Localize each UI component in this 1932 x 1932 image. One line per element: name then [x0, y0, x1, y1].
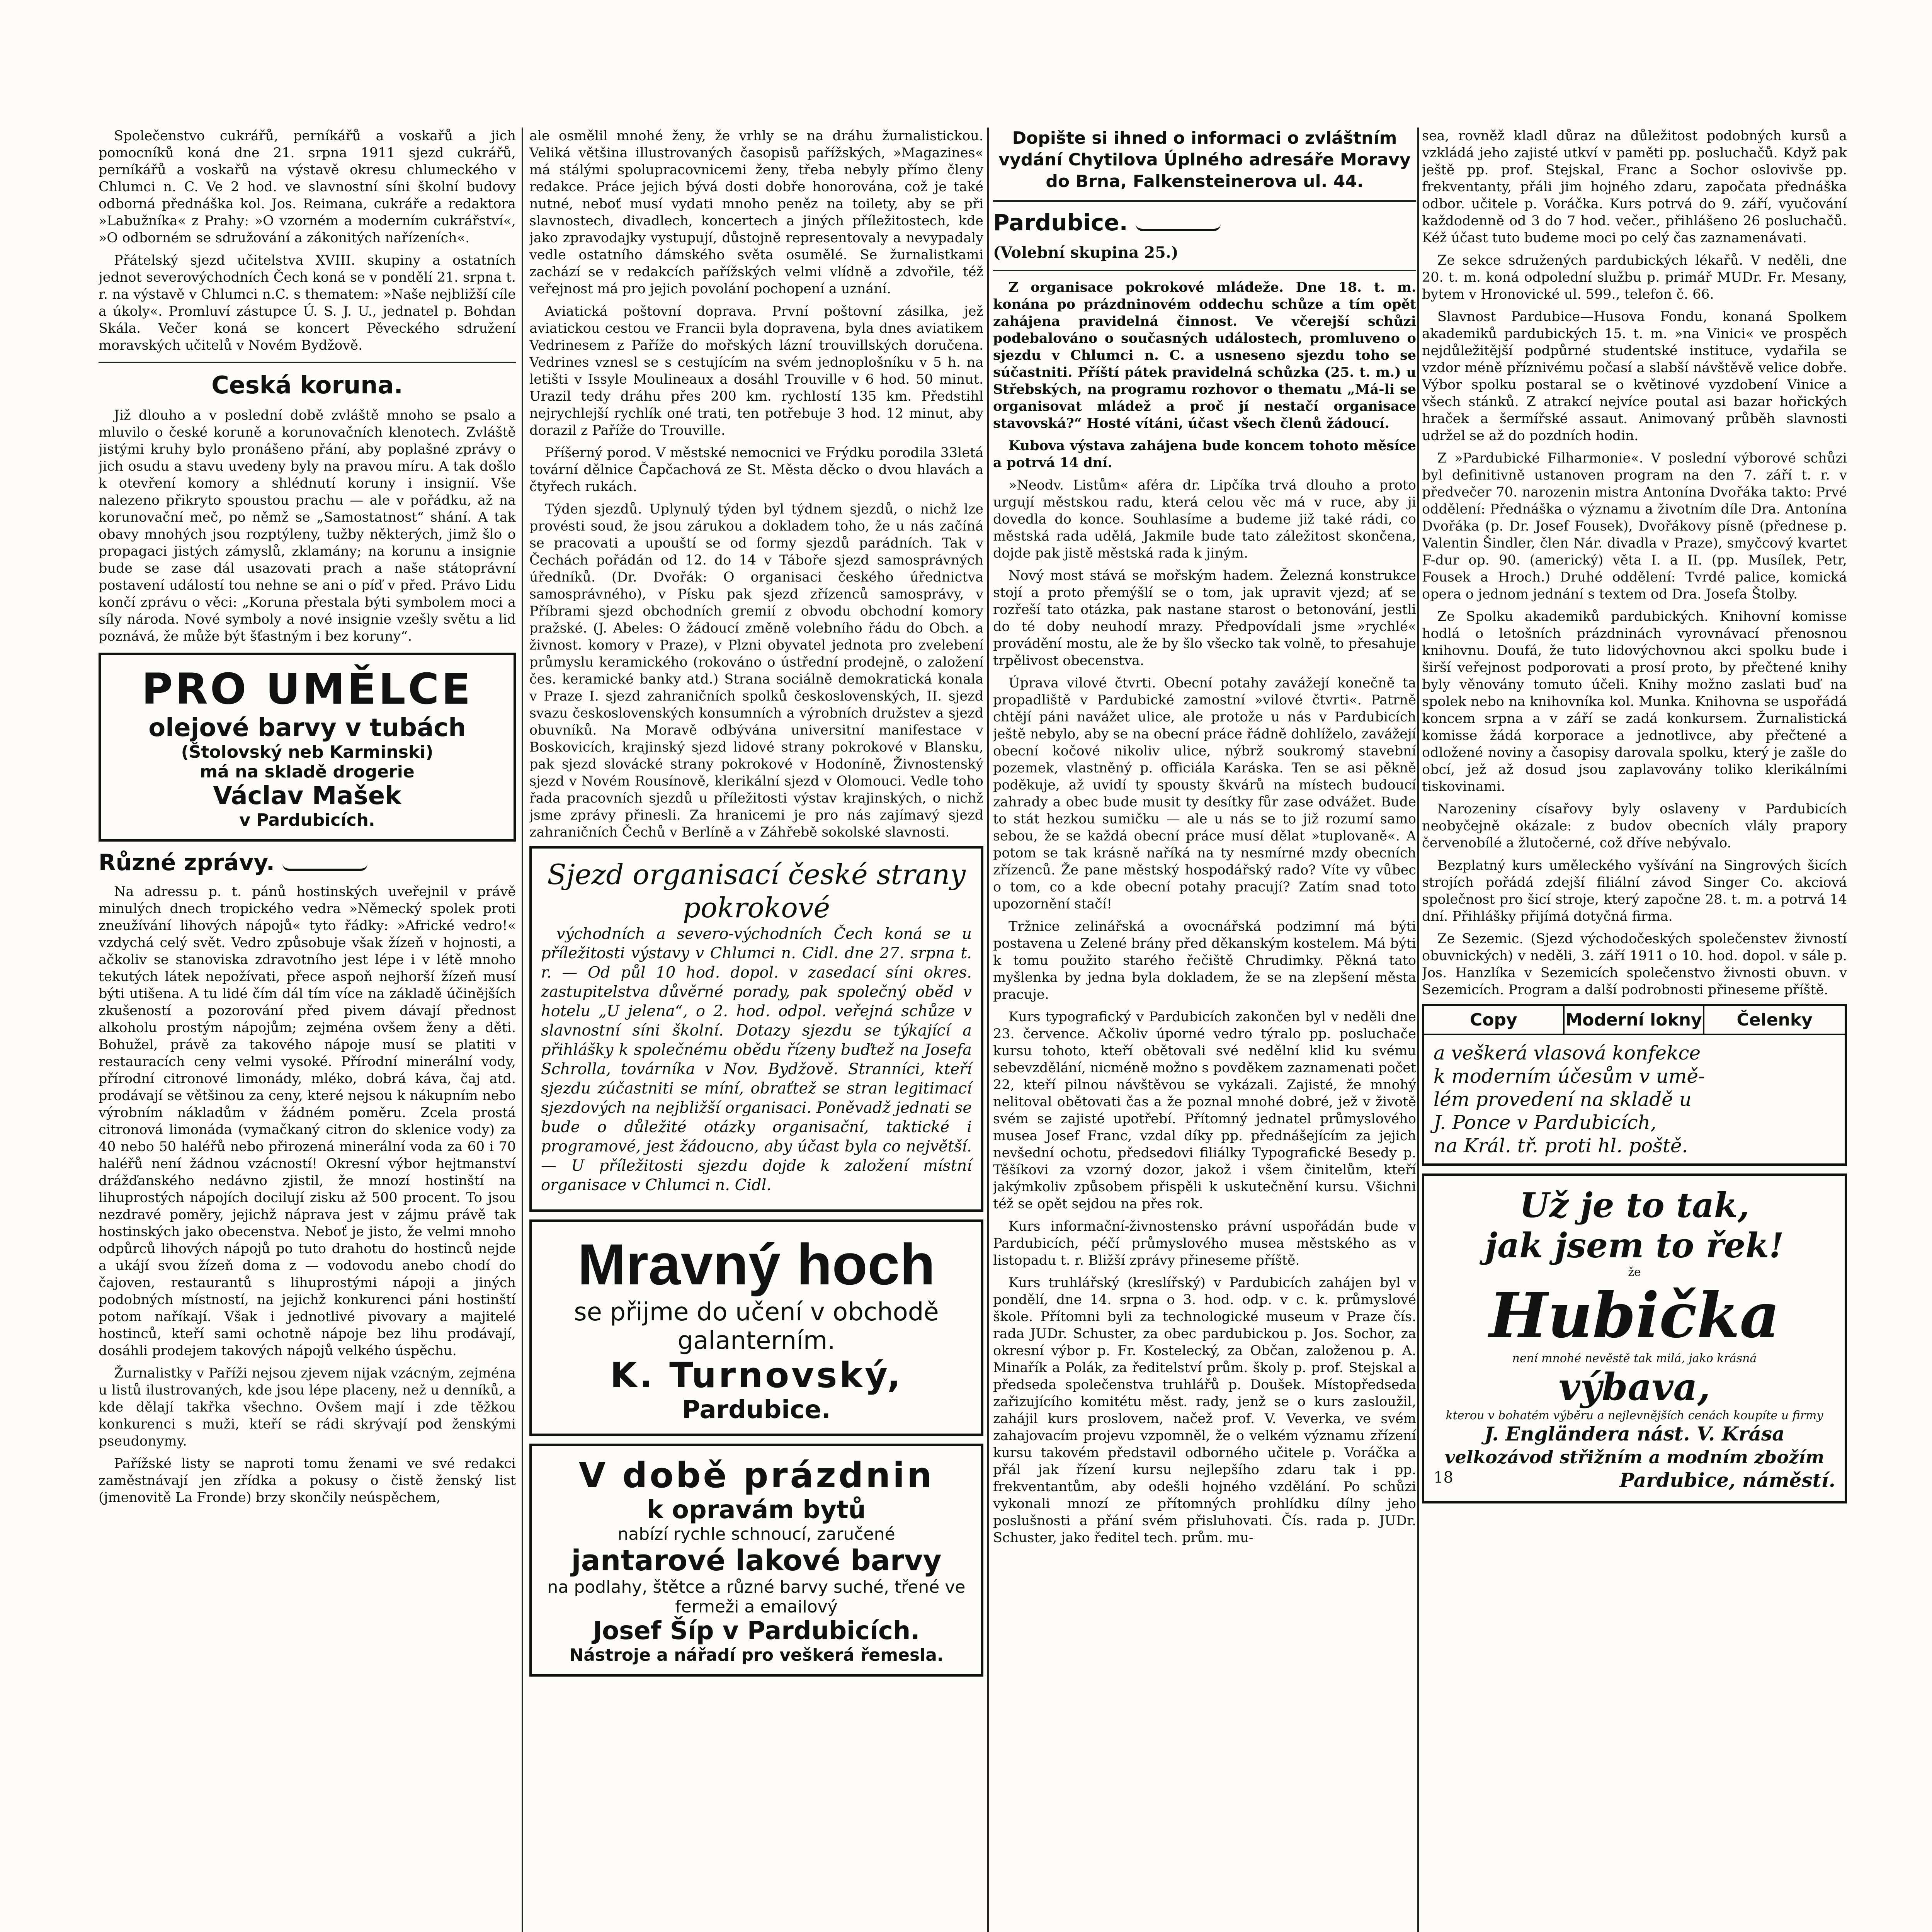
box-text: východních a severo-východních Čech koná se u příležitosti výstavy v Chlumci n. Cidl. dne 27. srpna t. r. — Od půl 10 hod. dopol. v zasedací síni okres. zastupitelstva důvěrné porady, pak společný oběd v hotelu „U jelena“, o 2. hod. odpol. veřejná schůze v slavnostní síni školní. Dotazy sjezdu se týkající a přihlášky k společnému obědu řízeny buďtež na Josefa Schrolla, továrníka v Nov. Bydžově. Stranníci, kteří sjezdu zúčastniti se míní, obraťtež se stran legitimací sjezdových na nejbližší organisaci. Poněvadž jednati se bude o důležité otázky organisační, taktické i programové, jest žádoucno, aby účast byla co největší. — U příležitosti sjezdu dojde k založení místní organisace v Chlumci n. Cidl. [541, 925, 972, 1194]
article-sezemice: Ze Sezemic. (Sjezd východočeských společenstev živností obuvnických) v neděli, 3. září 1911 o 10. hod. dopol. v sále p. Jos. Hanzlíka v Sezemicích společenstvo živnosti obuvn. v Sezemicích. Program a další podrobnosti přineseme příště. [1422, 931, 1847, 998]
ad-line: jantarové lakové barvy [571, 1544, 942, 1577]
article-continued: ale osmělil mnohé ženy, že vrhly se na dráhu žurnalistickou. Veliká většina illustrovaných časopisů pařížských, »Magazines« má stálými spolupracovnicemi ženy, třeba nebyly přímo členy redakce. Práce jejich bývá dosti dobře honorována, což je také nutné, neboť musí vydati mnoho peněz na toilety, aby se při slavnostech, divadlech, koncertech a jiných příležitostech, kde jako zpravodajky vystupují, důstojně representovaly a nevypadaly vedle ostatního dámského světa osumělé. Se žurnalistkami zachází se v redakcích pařížských velmi vlídně a zdvořile, též veřejnost má pro jejich povolání pochopení a uznání. [529, 128, 983, 297]
ad-footer [1434, 1469, 1835, 1492]
article-vilova-ctvrt: Úprava vilové čtvrti. Obecní potahy zavážejí konečně ta propadliště v Pardubické zamostní »vilové čtvrti«. Patrně chtějí páni navážet ulice, ale protože u nás v Pardubicích ještě nebylo, aby se na obecní práce řádně dohlíželo, zavážejí obecní kočové nikoliv ulice, nýbrž soukromý stavební pozemek, vlastněný p. officiála Karáska. Ten se asi pěkně poděkuje, až uvidí ty spousty škvárů na místech budoucí zahrady a obec bude musit ty desítky fůr zase odvážet. Bude to stát hezkou sumičku — ale u nás se to již rozumí samo sebou, že se každá obecní práce musí dělat »tuplovaně«. A potom se tak krásně naříká na ty nesmírné mzdy obecních zřízenců. Že pane městský hospodářský rado? Víte vy vůbec o tom, co a kde obecní potahy pracují? Zatím snad toto upozornění stačí! [993, 675, 1416, 912]
ad-line: (Štolovský neb Karminski) [181, 742, 434, 762]
article-filharmonie: Z »Pardubické Filharmonie«. V poslední výborové schůzi byl definitivně ustanoven program na den 7. září t. r. v předvečer 70. narozenin mistra Antonína Dvořáka takto: Prvé oddělení: Přednáška o významu a životním díle Dra. Antonína Dvořáka (p. Dr. Josef Fousek), Dvořákovy písně (přednese p. Valentin Šindler, člen Nár. divadla v Praze), smyčcový kvartet F-dur op. 90. (americký) věta I. a II. (pp. Musílek, Petr, Fousek a Hroch.) Druhé oddělení: Tvrdé palice, komická opera o jednom jednání s textem od Dra. Josefa Štolby. [1422, 451, 1847, 602]
heading-ruzne-zpravy [99, 849, 516, 876]
notice-adresar: Dopište si ihned o informaci o zvláštním vydání Chytilova Úplného adresáře Moravy do Brna, Falkensteinerova ul. 44. [998, 128, 1411, 191]
ad-line: olejové barvy v tubách [148, 714, 466, 742]
article-zurnalistky-cont: Pařížské listy se naproti tomu ženami ve své redakci zaměstnávají jen zřídka a pokusy o čistě ženský list (jmenovitě La Fronde) brzy skončily neúspěchem, [99, 1456, 516, 1505]
column-3 [993, 128, 1416, 1932]
ad-line: v Pardubicích. [239, 810, 375, 830]
article-aviaticka: Aviatická poštovní doprava. První poštovní zásilka, jež aviatickou cestou ve Francii byla dopravena, byla dnes aviatikem Vedrinesem z Paříže do mořských lázní trouvillských doručena. Vedrines vznesl se s cestujícím na svém jednoplošníku v 5 h. na letišti v Issyle Moulineaux a dosáhl Trouville v 6 hod. 50 minut. Urazil tedy dráhu přes 200 km. rychlostí 135 km. Předstihl nejrychlejší rychlík oné trati, ten potřebuje 3 hod. 12 minut, aby dorazil z Paříže do Trouville. [529, 304, 983, 438]
article-narozeniny: Narozeniny císařovy byly oslaveny v Pardubicích neobyčejně okázale: z budov obecních vlály prapory červenobílé a žlutočerné, což dříve nebývalo. [1422, 801, 1847, 851]
ad-line: k moderním účesům v umě- [1434, 1065, 1705, 1087]
column-rule [522, 128, 523, 1932]
ad-line: na podlahy, štětce a různé barvy suché, třené ve fermeži a emailový [547, 1577, 966, 1617]
article-lekari: Ze sekce sdružených pardubických lékařů. V neděli, dne 20. t. m. koná odpolední službu p. primář MUDr. Fr. Mesany, bytem v Hronovické ul. 599., telefon č. 66. [1422, 253, 1847, 302]
column-2 [529, 128, 983, 1932]
ad-line: Josef Šíp v Pardubicích. [593, 1617, 920, 1645]
article-porod: Příšerný porod. V městské nemocnici ve Frýdku porodila 33letá tovární dělnice Čapčachová ze St. Města děcko o dvou hlavách a čtyřech rukách. [529, 445, 983, 495]
column-rule [987, 128, 989, 1932]
heading-text: Pardubice. [993, 209, 1128, 236]
article-trznice: Tržnice zelinářská a ovocnářská podzimní má býti postavena u Zelené brány před děkanským kostelem. Má býti k tomu použito starého řečiště Chrudimky. Pěkná tato myšlenka by jedna byla dokladem, že se na zlepšení města pracuje. [993, 919, 1416, 1002]
ad-line: nabízí rychle schnoucí, zaručené [617, 1524, 895, 1544]
article-zurnalistky: Žurnalistky v Paříži nejsou zjevem nijak vzácným, zejména u listů ilustrovaných, kde jsou lépe placeny, než u denníků, a kde dělají takřka všechno. Ovšem mají i zde těžkou konkurenci s muži, kteří se rádi skrývají pod ženskými pseudonymy. [99, 1366, 516, 1449]
flourish-ornament [282, 857, 367, 871]
ad-line: jak jsem to řek! [1485, 1225, 1784, 1265]
ad-hubicka [1422, 1173, 1847, 1503]
ad-title: V době prázdnin [578, 1455, 934, 1496]
box-sjezd-organisaci [529, 846, 983, 1212]
ad-line: lém provedení na skladě u [1434, 1088, 1692, 1111]
ad-line: se přijme do učení v obchodě galanterním. [574, 1298, 939, 1355]
article-mladez: Z organisace pokrokové mládeže. Dne 18. t. m. konána po prázdninovém oddechu schůze a tím opět zahájena pravidelná činnost. Ve včerejší schůzi podebalováno o současných událostech, promluveno o sjezdu v Chlumci n. C. a usneseno sjezdu toho se súčastniti. Příští pátek pravidelná schůzka (25. t. m.) u Střebských, na programu rozhovor o thematu „Má-li se organisovat mládež a proč jí nestačí organisace stavovská?“ Hosté vítáni, účast všech členů žádoucí. [993, 279, 1416, 431]
ad-v-dobe-prazdnin [529, 1444, 983, 1677]
ad-header-cell: Moderní lokny [1565, 1006, 1705, 1034]
ad-line: na Král. tř. proti hl. poště. [1434, 1134, 1688, 1157]
ad-pro-umelce [99, 653, 516, 842]
ad-line: není mnohé nevěstě tak milá, jako krásná [1512, 1352, 1757, 1365]
ad-brand: Hubička [1489, 1279, 1780, 1352]
ad-line: k opravám bytů [647, 1496, 866, 1524]
page-number: 18 [1434, 1469, 1453, 1486]
column-rule [1417, 128, 1419, 1932]
article-kurs-typograficky: Kurs typografický v Pardubicích zakončen byl v neděli dne 23. července. Ačkoliv úporné vedro týralo pp. posluchače kursu tohoto, kteří obětovali své nedělní klid ku svému sebevzdělání, nicméně možno s povděkem zaznamenati počet 22, kteří pilnou návštěvou se vykázali. Zajisté, že mnohý nelitoval obětovati čas a že poznal mnohé dobré, jež v životě svém se zajisté upotřebí. Přítomný jednatel průmyslového musea Josef Franc, vzdal díky pp. přednášejícím za jejich nevšední ochotu, předsedovi filiálky Typografické Besedy p. Těšíkovi za vzorný dozor, jakož i všem činitelům, kteří jakýmkoliv způsobem přispěli k uskutečnění kursu. Všichni též se opět sejdou na přes rok. [993, 1009, 1416, 1212]
ad-line: Pardubice. [682, 1396, 831, 1424]
article-continued: sea, rovněž kladl důraz na důležitost podobných kursů a vzkládá jeho zajisté utkví v paměti pp. posluchačů. Když pak ještě pp. prof. Stejskal, Franc a Sochor oslovivše pp. frekventanty, přáli jim hojného zdaru, započata přednáška odbor. učitele p. Voráčka. Kurs potrvá do 9. září, vyučování každodenně od 3 do 7 hod. večer., přihlášeno 26 posluchačů. Kéž účast tuto budeme moci po celý čas zaznamenávati. [1422, 128, 1847, 246]
flourish-ornament [1136, 217, 1221, 231]
article-novy-most: Nový most stává se mořským hadem. Železná konstrukce stojí a proto přemýšlí se o tom, jak upravit vjezd; ať se rozřeší tato otázka, pak nastane starost o betonování, jestli do té doby neuhodí mrazy. Předpovídali jsme »rychlé« provádění mostu, ale že by šlo všecko tak volně, to přesahuje trpělivost obecenstva. [993, 568, 1416, 668]
ad-line: Václav Mašek [213, 782, 401, 810]
ad-title: Mravný hoch [577, 1232, 935, 1297]
column-4 [1422, 128, 1847, 1932]
ad-line: J. Engländera nást. V. Krása [1484, 1422, 1785, 1445]
article-tyden-sjezdu: Týden sjezdů. Uplynulý týden byl týdnem sjezdů, o nichž lze provésti soud, že jsou zárukou a dokladem toho, že u nás začíná se pracovati a upouští se od formy sjezdů parádních. Tak v Čechách pořádán od 12. do 14 v Táboře sjezd samosprávných úředníků. (Dr. Dvořák: O organisaci českého úřednictva samosprávného), v Písku pak sjezd zřízenců samosprávy, v Příbrami sjezd obchodních gremií z obvodu obchodní komory pražské. (J. Abeles: O žádoucí změně volebního řádu do Obch. a živnost. komory v Praze), v Plzni obyvatel jednota pro zvelebení průmyslu keramického (rokováno o ústřední prodejně, o založení čes. keramické banky atd.) Strana sociálně demokratická konala v Praze I. sjezd zahraničních spolků československých, II. sjezd svazu československých konsumních a výrobních družstev a sjezd obuvníků. Na Moravě odbývána universitní manifestace v Boskovicích, krajinský sjezd lidové strany pokrokové v Blansku, pak sjezd slovácké strany pokrokové v Hodoníně, Živnostenský sjezd v Novém Rousínově, klerikální sjezd v Olomouci. Vedle toho řada pracovních sjezdů u příležitosti výstav krajinských, o nichž jsme zprávy přinesli. Za hranicemi je pro nás zajímavý sjezd zahraničních Čechů v Berlíně a v Záhřebě sokolské slavnosti. [529, 502, 983, 840]
ad-mravny-hoch [529, 1219, 983, 1436]
ad-line: že [1628, 1265, 1641, 1279]
article-cukrari: Společenstvo cukrářů, perníkářů a voskařů a jich pomocníků koná dne 21. srpna 1911 sjezd cukrářů, perníkářů a voskařů na výstavě okresu chlumeckého v Chlumci n. C. Ve 2 hod. ve slavnostní síni školní budovy odborná přednáška kol. Jos. Reimana, cukráře a redaktora »Labužníka« z Prahy: »O vzorném a moderním cukrářství«, »O odborném se sdružování a zákonitých nařízeních«. [99, 128, 516, 246]
article-slavnost: Slavnost Pardubice—Husova Fondu, konaná Spolkem akademiků pardubických 15. t. m. »na Vinici« ve prospěch nejdůležitější podpůrné studentské instituce, vydařila se vzdor méně příznivému počasí a slabší návštěvě velice dobře. Výbor spolku postaral se o květinové vyzdobení Vinice a všech stánků. Z atrakcí nejvíce poutal asi bazar hořických hraček a šermířské assaut. Animovaný průběh slavnosti udržel se až do pozdních hodin. [1422, 309, 1847, 444]
ad-line: kterou v bohatém výběru a nejlevnějších cenách koupíte u firmy [1446, 1409, 1823, 1422]
article-kurs-truhlarsky: Kurs truhlářský (kreslířský) v Pardubicích zahájen byl v pondělí, dne 14. srpna o 3. hod. odp. v c. k. průmyslové škole. Přítomni byli za technologické museum v Praze čís. rada JUDr. Schuster, za obec pardubickou p. Jos. Sochor, za okresní výbor p. Fr. Kostelecký, za Občan, založenou p. A. Minařík a Polák, za ředitelství prům. školy p. prof. Stejskal a předseda společenstva truhlářů p. Doušek. Místopředseda zařizujícího komitétu měst. rady, jenž se o kurs zasloužil, zahájil kurs proslovem, načež prof. V. Veverka, ve svém zahajovacím projevu vzpomněl, že o velkém významu zřízení kursu takovém představil odborného učitele p. Voráčka a přál jak řízení kursu nejlepšího zdaru tak i pp. frekventantům, aby odešli hojného vzdělání. Po schůzi vykonali mnozí ze přítomných prohlídku dílny jeho poslušnosti a přání svém přisluhovati. Čís. rada p. JUDr. Schuster, jako ředitel tech. prům. mu- [993, 1275, 1416, 1546]
ad-header-row [1424, 1006, 1845, 1035]
article-ucitelstvo: Přátelský sjezd učitelstva XVIII. skupiny a ostatních jednot severovýchodních Čech koná se v pondělí 21. srpna t. r. na výstavě v Chlumci n.C. s thematem: »Naše nejbližší cíle a úkoly«. Promluví zástupce Ú. S. J. U., jednatel p. Bohdan Skála. Večer koná se koncert Pěveckého sdružení moravských učitelů v Novém Bydžově. [99, 253, 516, 353]
article-hostinsti: Na adressu p. t. pánů hostinských uveřejnil v právě minulých dnech tropického vedra »Německý spolek proti zneužívání lihových nápojů« tyto řádky: »Africké vedro!« vzdychá celý svět. Vedro způsobuje však žízeň v hojnosti, a ačkoliv se stanoviska zdravotního jest lépe i v létě mnoho tekutých látek nepožívati, přece aspoň nejhorší žízeň musí býti utišena. A tu lidé čím dál tím více na základě účinějších zkušeností a pozorování před pivem dávají přednost alkoholu prostým nápojům; zejména ovšem ženy a děti. Bohužel, právě za takového nápoje musí se platiti v restauracích ceny velmi vysoké. Přírodní minerální vody, přírodní citronové limonády, mléko, dobrá káva, čaj atd. prodávají se většinou za ceny, které nejsou k nákupním nebo výrobním nákladům v žádném poměru. Zcela prostá citronová limonáda (vymačkaný citron do sklenice vody) za 40 nebo 50 haléřů nebo přirozená minerální voda za 60 i 70 haléřů není žádnou vzácností! Okresní výbor hejtmanství drážďanského nedávno zjistil, že mnozí hostinští na lihuprostých nápojích docilují zisku až 500 procent. To jsou nezdravé poměry, jejichž náprava jest v zájmu právě tak hostinských jako obecenstva. Neboť je jisto, že velmi mnoho odpůrců lihových nápojů po tuto drahotu do hostinců nejde a ukájí svou žízeň doma z — vodovodu anebo chodí do čajoven, restaurantů s lihuprostými nápoji a jiných podobných místností, na jejichž konkurenci páni hostinští potom naříkají. Však i jednotlivé pivovary a majitelé hostinců, kteří sami ochotně nápoje bez lihu prodávají, dosáhli prodejem takových nápojů velkého úspěchu. [99, 884, 516, 1359]
ad-line: a veškerá vlasová konfekce [1434, 1042, 1701, 1064]
column-1 [99, 128, 516, 1932]
ad-line: výbava, [1558, 1365, 1711, 1409]
divider [993, 270, 1416, 271]
ad-line: Pardubice, náměstí. [1619, 1469, 1835, 1492]
article-neodv-listum: »Neodv. Listům« aféra dr. Lipčíka trvá dlouho a proto urgují městskou radu, která celou věc má v ruce, aby ji dovedla do konce. Souhlasíme a budeme již také rádi, co městská rada udělá, Jakmile bude tato záležitost skončena, dojde pak jistě městská rada k jiným. [993, 478, 1416, 561]
divider [99, 362, 516, 363]
ad-line: K. Turnovský, [610, 1355, 903, 1396]
ad-line: J. Ponce v Pardubicích, [1434, 1111, 1656, 1134]
ad-title: PRO UMĚLCE [141, 664, 473, 714]
ad-line: velkozávod střižním a modním zbožím [1444, 1447, 1825, 1468]
ad-header-cell: Copy [1424, 1006, 1565, 1034]
article-koruna: Již dlouho a v poslední době zvláště mnoho se psalo a mluvilo o české koruně a korunovačních klenotech. Zvláště jistými kruhy bylo pronášeno přání, aby poplašné zprávy o jich osudu a stavu uvedeny byly na pravou míru. A tak došlo k otevření komory a shlédnutí koruny i insignií. Vše nalezeno přikryto spoustou prachu — ale v pořádku, až na korunovační meč, po němž se „Samostatnost“ shání. A tak obavy mnohých jsou rozptýleny, tužby některých, jimž šlo o propagaci jistých zámyslů, zklamány; na korunu a insignie bude se zase dál usazovati prach a naše státoprávní postavení událostí tou nehne se ani o píď v před. Právo Lidu končí zprávu o věci: „Koruna přestala býti symbolem moci a síly národa. Nové symboly a nové insignie vzešly světu a lid poznává, že může být šťastným i bez koruny“. [99, 408, 516, 644]
ad-line: má na skladě drogerie [200, 762, 415, 782]
box-title: Sjezd organisací české strany pokrokové [547, 858, 966, 924]
heading-text: Různé zprávy. [99, 849, 275, 876]
heading-ceska-koruna: Ceská koruna. [211, 371, 403, 399]
ad-body [1424, 1035, 1845, 1163]
article-kurs-vysivani: Bezplatný kurs uměleckého vyšívání na Singrových šicích strojích pořádá zdejší filiální závod Singer Co. akciová společnost pro šicí stroje, který započne 28. t. m. a potrvá 14 dní. Přihlášky přijímá dotyčná firma. [1422, 858, 1847, 924]
ad-line: Už je to tak, [1519, 1185, 1750, 1225]
heading-pardubice [993, 209, 1416, 236]
article-kubova-vystava: Kubova výstava zahájena bude koncem tohoto měsíce a potrvá 14 dní. [993, 438, 1416, 471]
article-spolek-akademiku: Ze Spolku akademiků pardubických. Knihovní komisse hodlá o letošních prázdninách vyrovnávací přenosnou knihovnu. Doufá, že tuto lidovýchovnou akci spolku bude i širší veřejnost podporovati a prosí proto, by přečtené knihy byly věnovány tomuto účeli. Knihy možno zaslati buď na spolek nebo na knihovníka kol. Munka. Knihovna se uspořádá koncem srpna a v září se zadá konkursem. Žurnalistická komisse žádá korporace a jednotlivce, aby přečtené a odložené noviny a časopisy darovala spolku, který je zašle do obcí, jež až dosud jsou zaplavovány toliko klerikálními tiskovinami. [1422, 609, 1847, 794]
ad-line: Nástroje a nářadí pro veškerá řemesla. [569, 1645, 944, 1665]
ad-ponec [1422, 1004, 1847, 1166]
ad-header-cell: Čelenky [1736, 1010, 1813, 1030]
article-kurs-informacni: Kurs informační-živnostensko právní uspořádán bude v Pardubicích, péčí průmyslového musea městského as v listopadu t. r. Bližší zprávy přineseme příště. [993, 1219, 1416, 1268]
volebni-skupina: (Volební skupina 25.) [993, 243, 1179, 262]
divider [993, 200, 1416, 202]
